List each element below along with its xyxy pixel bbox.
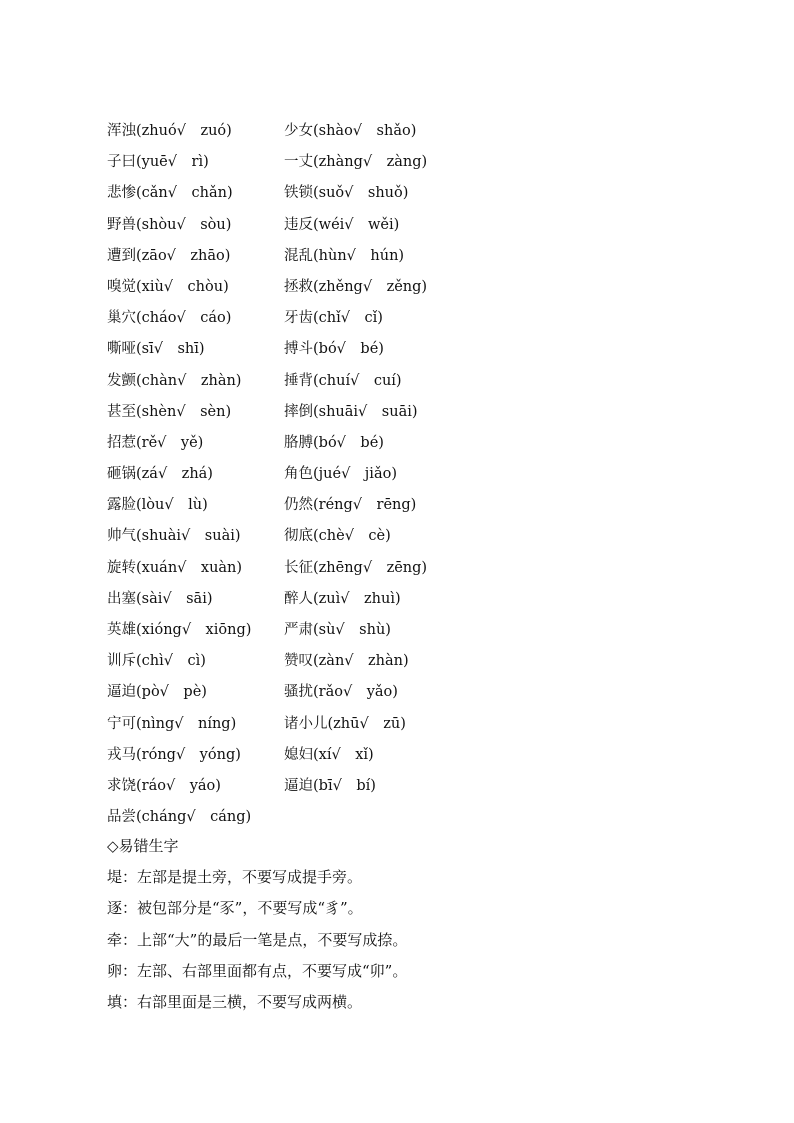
pronunciation-item-right: 赞叹(zàn√ zhàn) [284, 653, 409, 670]
pronunciation-item-left: 英雄(xióng√ xiōng) [107, 622, 252, 638]
pronunciation-row [107, 646, 467, 677]
pronunciation-row [107, 147, 467, 178]
pronunciation-item-left: 训斥(chì√ cì) [107, 653, 206, 670]
pronunciation-row [107, 677, 467, 708]
pronunciation-item-left: 子曰(yuē√ rì) [107, 154, 209, 171]
pronunciation-row [107, 459, 467, 490]
pronunciation-item-right: 牙齿(chǐ√ cǐ) [284, 310, 383, 327]
pronunciation-item-left: 嘶哑(sī√ shī) [107, 341, 205, 358]
pronunciation-item-left: 旋转(xuán√ xuàn) [107, 559, 243, 576]
pronunciation-item-right: 长征(zhēng√ zēng) [284, 559, 428, 576]
pronunciation-item-left: 甚至(shèn√ sèn) [107, 403, 232, 420]
pronunciation-item-left: 戎马(róng√ yóng) [107, 746, 241, 763]
note-item: 堤：左部是提土旁，不要写成提手旁。 [107, 868, 363, 887]
pronunciation-row [107, 428, 467, 459]
pronunciation-item-left: 帅气(shuài√ suài) [107, 528, 241, 545]
pronunciation-item-right: 诸小儿(zhū√ zū) [284, 715, 406, 732]
pronunciation-row [107, 771, 467, 802]
note-item: 逐：被包部分是“豕”，不要写成“豸”。 [107, 899, 363, 918]
pronunciation-item-left: 逼迫(pò√ pè) [107, 684, 207, 701]
pronunciation-row [107, 521, 467, 552]
pronunciation-item-right: 严肃(sù√ shù) [284, 622, 391, 638]
pronunciation-item-right: 摔倒(shuāi√ suāi) [284, 403, 418, 420]
pronunciation-item-right: 捶背(chuí√ cuí) [284, 372, 402, 389]
note-item: 牵：上部“大”的最后一笔是点，不要写成捺。 [107, 930, 408, 949]
pronunciation-row [107, 802, 467, 833]
pronunciation-item-right: 逼迫(bī√ bí) [284, 777, 376, 794]
pronunciation-item-right: 彻底(chè√ cè) [284, 528, 391, 545]
pronunciation-row [107, 334, 467, 365]
pronunciation-item-right: 一丈(zhàng√ zàng) [284, 154, 428, 171]
pronunciation-row [107, 740, 467, 771]
pronunciation-row [107, 241, 467, 272]
pronunciation-row [107, 116, 467, 147]
pronunciation-item-left: 宁可(nìng√ níng) [107, 715, 237, 732]
pronunciation-item-right: 仍然(réng√ rēng) [284, 497, 417, 514]
pronunciation-item-left: 出塞(sài√ sāi) [107, 590, 213, 607]
pronunciation-row [107, 272, 467, 303]
pronunciation-item-left: 砸锅(zá√ zhá) [107, 466, 213, 483]
pronunciation-item-right: 媳妇(xí√ xǐ) [284, 746, 374, 763]
pronunciation-row [107, 615, 467, 646]
pronunciation-list [107, 116, 467, 833]
pronunciation-item-left: 招惹(rě√ yě) [107, 434, 204, 451]
pronunciation-item-left: 野兽(shòu√ sòu) [107, 216, 232, 233]
error-prone-characters [107, 831, 667, 1018]
pronunciation-item-left: 悲惨(cǎn√ chǎn) [107, 185, 233, 202]
pronunciation-item-right: 违反(wéi√ wěi) [284, 216, 400, 233]
pronunciation-row [107, 584, 467, 615]
section-heading: ◇易错生字 [107, 837, 179, 855]
pronunciation-item-right: 醉人(zuì√ zhuì) [284, 590, 401, 607]
pronunciation-item-left: 嗅觉(xiù√ chòu) [107, 278, 229, 295]
pronunciation-item-right: 少女(shào√ shǎo) [284, 123, 417, 139]
pronunciation-item-right: 骚扰(rǎo√ yǎo) [284, 684, 398, 701]
pronunciation-item-left: 浑浊(zhuó√ zuó) [107, 123, 232, 139]
pronunciation-item-right: 搏斗(bó√ bé) [284, 341, 384, 358]
pronunciation-item-left: 品尝(cháng√ cáng) [107, 809, 252, 826]
pronunciation-row [107, 553, 467, 584]
pronunciation-item-left: 发颤(chàn√ zhàn) [107, 372, 242, 389]
note-item: 填：右部里面是三横，不要写成两横。 [107, 992, 363, 1011]
pronunciation-row [107, 210, 467, 241]
pronunciation-row [107, 490, 467, 521]
pronunciation-item-right: 混乱(hùn√ hún) [284, 247, 405, 264]
pronunciation-row [107, 178, 467, 209]
pronunciation-item-right: 胳膊(bó√ bé) [284, 434, 384, 451]
note-item: 卵：左部、右部里面都有点，不要写成“卯”。 [107, 961, 408, 980]
pronunciation-item-right: 角色(jué√ jiǎo) [284, 466, 397, 483]
pronunciation-row [107, 397, 467, 428]
pronunciation-item-left: 巢穴(cháo√ cáo) [107, 310, 232, 327]
pronunciation-item-left: 求饶(ráo√ yáo) [107, 777, 221, 794]
pronunciation-item-left: 遭到(zāo√ zhāo) [107, 247, 231, 264]
pronunciation-row [107, 303, 467, 334]
pronunciation-row [107, 366, 467, 397]
pronunciation-item-right: 拯救(zhěng√ zěng) [284, 278, 428, 295]
pronunciation-row [107, 709, 467, 740]
pronunciation-item-left: 露脸(lòu√ lù) [107, 497, 208, 514]
pronunciation-item-right: 铁锁(suǒ√ shuǒ) [284, 185, 409, 202]
